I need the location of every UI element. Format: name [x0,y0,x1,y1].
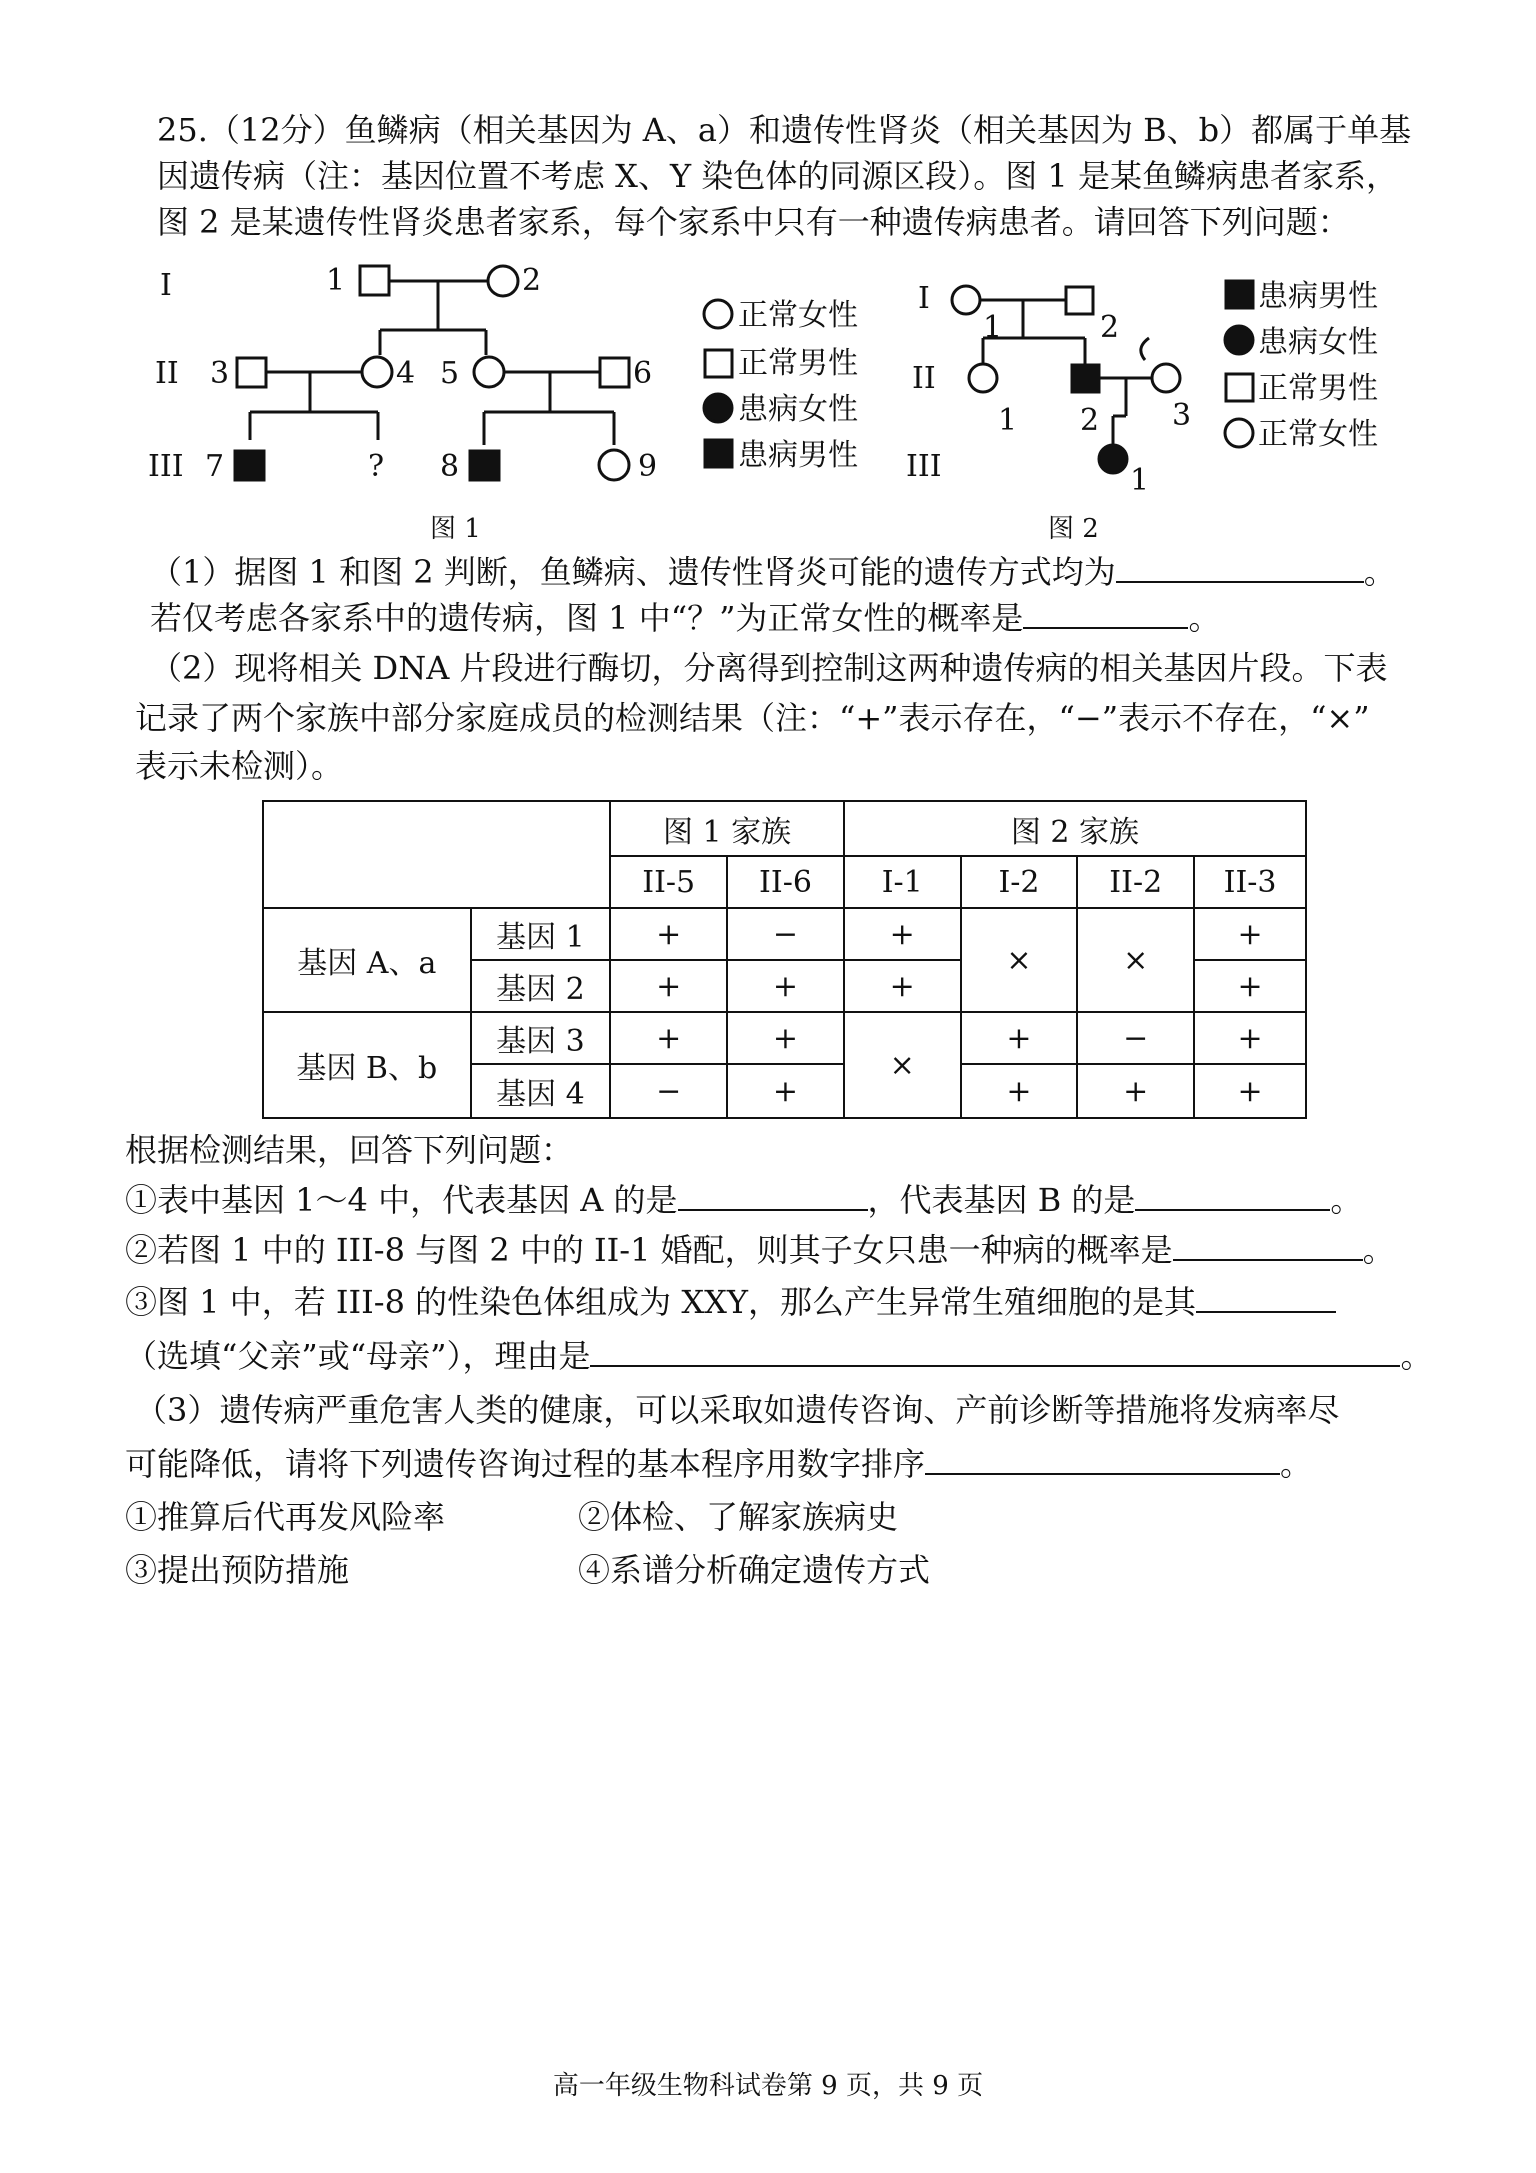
f2-gen-II: II [912,361,936,396]
answer-blank-one-disease[interactable] [1173,1233,1363,1261]
member-header: II-3 [1194,856,1306,908]
q1-end: 。 [1330,1181,1363,1219]
table-cell: + [610,908,727,960]
part2-line-1: （2）现将相关 DNA 片段进行酶切，分离得到控制这两种遗传病的相关基因片段。下表 [150,649,1388,687]
f1-III-7-affected-male [235,451,264,480]
table-cell: + [1194,960,1306,1012]
answer-blank-inheritance[interactable] [1116,555,1364,583]
f1-II-6-normal-male [600,358,629,387]
part1-line2-text: 若仅考虑各家系中的遗传病，图 1 中“？”为正常女性的概率是 [150,599,1024,637]
part3-line2-end: 。 [1280,1445,1313,1483]
member-header: I-2 [961,856,1078,908]
f1-caption: 图 1 [430,514,481,544]
table-cell: − [727,908,844,960]
table-cell: − [610,1064,727,1118]
answer-blank-parent[interactable] [1196,1285,1336,1313]
f2-label-I-1: 1 [983,310,1003,345]
f1-legend-affected-female: 患病女性 [738,392,858,427]
f2-legend-affected-female: 患病女性 [1258,325,1378,360]
f2-gen-III: III [906,449,942,484]
f1-III-9-normal-female [599,450,629,480]
gene-label: 基因 2 [471,960,611,1012]
f1-label-9: 9 [638,449,658,484]
table-cell: + [727,960,844,1012]
table-cell: + [1077,1064,1194,1118]
f1-gen-III: III [148,449,184,484]
gene-label: 基因 3 [471,1012,611,1064]
table-cell: + [961,1064,1078,1118]
f2-legend-affected-male: 患病男性 [1258,279,1378,314]
gene-label: 基因 4 [471,1064,611,1118]
option-2: ②体检、了解家族病史 [578,1498,899,1536]
member-header: II-6 [727,856,844,908]
f2-gen-I: I [918,281,930,316]
table-cell: + [1194,1012,1306,1064]
table-cell: + [727,1012,844,1064]
table-cell: + [961,1012,1078,1064]
f1-label-8: 8 [440,449,460,484]
table-family2-header: 图 2 家族 [844,801,1306,856]
member-header: I-1 [844,856,961,908]
figure2-legend [1220,268,1430,458]
question-line-1: 25.（12分）鱼鳞病（相关基因为 A、a）和遗传性肾炎（相关基因为 B、b）都属于单基 [157,111,1412,149]
q3-text-b: （选填“父亲”或“母亲”），理由是 [125,1337,591,1375]
f1-label-q: ? [368,449,385,484]
answers-q3-reason [125,1336,1432,1376]
detection-results-table [262,800,1307,1119]
part3-line2-text: 可能降低，请将下列遗传咨询过程的基本程序用数字排序 [125,1445,926,1483]
f1-II-5-normal-female [474,357,504,387]
question-line-3: 图 2 是某遗传性肾炎患者家系，每个家系中只有一种遗传病患者。请回答下列问题： [157,203,1350,241]
f1-label-4: 4 [396,356,416,391]
answer-blank-probability[interactable] [1023,601,1188,629]
answer-blank-gene-b[interactable] [1135,1183,1330,1211]
answer-blank-reason[interactable] [590,1339,1400,1367]
part3-line-1: （3）遗传病严重危害人类的健康，可以采取如遗传咨询、产前诊断等措施将发病率尽 [135,1391,1340,1429]
f2-legend-normal-male: 正常男性 [1258,371,1378,406]
answers-intro: 根据检测结果，回答下列问题： [125,1131,574,1169]
f1-legend-normal-female: 正常女性 [738,298,858,333]
part1-line-2 [150,598,1220,638]
table-cell: × [961,908,1078,1012]
table-cell: × [844,1012,961,1118]
table-cell: + [1194,908,1306,960]
part3-line-2 [125,1444,1312,1484]
table-cell: + [610,960,727,1012]
f2-I-2-normal-male [1066,287,1093,314]
f2-label-II-3: 3 [1172,398,1192,433]
f1-label-2: 2 [522,263,542,298]
f1-label-6: 6 [633,356,653,391]
f2-label-III-1: 1 [1130,463,1150,498]
q2-end: 。 [1362,1231,1395,1269]
q3-end: 。 [1400,1337,1433,1375]
f2-II-3-normal-female [1152,364,1180,392]
f2-label-II-2: 2 [1080,403,1100,438]
f1-legend-affected-male: 患病男性 [738,438,858,473]
table-family1-header: 图 1 家族 [610,801,844,856]
f2-label-I-2: 2 [1100,310,1120,345]
page-footer: 高一年级生物科试卷第 9 页，共 9 页 [552,2071,984,2101]
f1-I-2-normal-female [488,266,518,296]
table-corner [263,801,610,908]
f1-II-4-normal-female [362,357,392,387]
f1-gen-II: II [155,356,179,391]
q1-text-b: ，代表基因 B 的是 [867,1181,1136,1219]
q2-text: ②若图 1 中的 III-8 与图 2 中的 II-1 婚配，则其子女只患一种病的概率是 [125,1231,1173,1269]
table-cell: + [844,960,961,1012]
q1-text-a: ①表中基因 1～4 中，代表基因 A 的是 [125,1181,678,1219]
f1-III-8-affected-male [470,451,499,480]
table-cell: × [1077,908,1194,1012]
f2-caption: 图 2 [1048,514,1099,544]
answers-q2 [125,1230,1395,1270]
part1-line1-end: 。 [1363,553,1396,591]
f1-label-7: 7 [205,449,225,484]
answer-blank-gene-a[interactable] [678,1183,868,1211]
answers-q3 [125,1282,1336,1322]
f2-II-2-affected-male [1072,365,1099,392]
f1-gen-I: I [160,268,172,303]
group-b-label: 基因 B、b [263,1012,471,1118]
figure2-pedigree [900,260,1220,550]
table-cell: + [610,1012,727,1064]
figure1-legend [700,290,910,490]
f1-I-1-normal-male [360,266,389,295]
table-cell: − [1077,1012,1194,1064]
f1-label-5: 5 [440,356,460,391]
f1-legend-normal-male: 正常男性 [738,346,858,381]
f2-label-II-1: 1 [998,403,1018,438]
answers-q1 [125,1180,1362,1220]
f2-III-1-affected-female [1099,445,1127,473]
option-1: ①推算后代再发风险率 [125,1498,446,1536]
option-3: ③提出预防措施 [125,1551,350,1589]
member-header: II-5 [610,856,727,908]
f1-II-3-normal-male [237,358,266,387]
f2-legend-normal-female: 正常女性 [1258,417,1378,452]
answer-blank-sequence[interactable] [925,1447,1280,1475]
gene-label: 基因 1 [471,908,611,960]
table-cell: + [727,1064,844,1118]
part1-line1-text: （1）据图 1 和图 2 判断，鱼鳞病、遗传性肾炎可能的遗传方式均为 [150,553,1116,591]
q3-text-a: ③图 1 中，若 III-8 的性染色体组成为 XXY，那么产生异常生殖细胞的是其 [125,1283,1197,1321]
part1-line2-end: 。 [1188,599,1221,637]
f2-II-1-normal-female [969,364,997,392]
question-line-2: 因遗传病（注：基因位置不考虑 X、Y 染色体的同源区段）。图 1 是某鱼鳞病患者家系， [157,157,1398,195]
option-4: ④系谱分析确定遗传方式 [578,1551,931,1589]
part1-line-1 [150,552,1396,592]
table-cell: + [844,908,961,960]
figure1-pedigree [0,0,700,560]
group-a-label: 基因 A、a [263,908,471,1012]
f1-label-1: 1 [326,263,346,298]
part2-line-2: 记录了两个家族中部分家庭成员的检测结果（注：“+”表示存在，“−”表示不存在，“×” [135,699,1370,737]
member-header: II-2 [1077,856,1194,908]
table-cell: + [1194,1064,1306,1118]
f1-label-3: 3 [210,356,230,391]
f2-I-1-normal-female [952,286,980,314]
part2-line-3: 表示未检测）。 [135,747,344,785]
